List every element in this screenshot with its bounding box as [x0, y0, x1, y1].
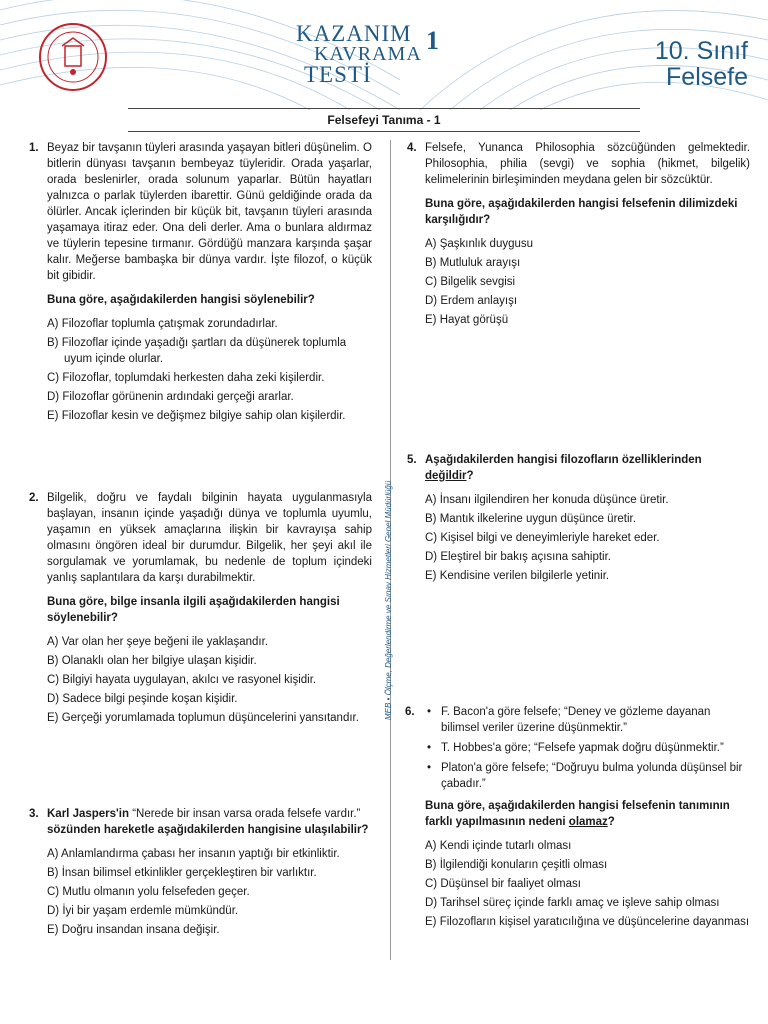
- definition-hobbes: • T. Hobbes'a göre; “Felsefe yapmak doğru düşünmektir.”: [437, 740, 750, 756]
- option-d: D) Tarihsel süreç içinde farklı amaç ve işleve sahip olması: [425, 897, 720, 909]
- option-e: E) Gerçeği yorumlamada toplumun düşüncelerini yansıtandır.: [47, 712, 359, 724]
- question-6: [405, 704, 750, 933]
- stem-text: Aşağıdakilerden hangisi filozofların özelliklerinden: [425, 454, 702, 466]
- option-d: D) İyi bir yaşam erdemle mümkündür.: [47, 905, 239, 917]
- question-stem: Buna göre, aşağıdakilerden hangisi söylenebilir?: [47, 294, 315, 306]
- option-d: D) Erdem anlayışı: [425, 295, 518, 307]
- question-number: 3.: [29, 808, 39, 820]
- section-title: Felsefeyi Tanıma - 1: [327, 113, 441, 127]
- grade-label: 10. Sınıf: [654, 37, 748, 65]
- stem-negation: olamaz: [568, 816, 608, 828]
- test-brand-logo: [296, 22, 422, 87]
- question-2: [29, 490, 372, 729]
- question-number: 4.: [407, 142, 417, 154]
- option-e: E) Doğru insandan insana değişir.: [47, 924, 220, 936]
- stem-end: ?: [466, 470, 474, 482]
- option-c: C) Kişisel bilgi ve deneyimleriyle hareket eder.: [425, 532, 660, 544]
- test-number: 1: [426, 26, 439, 55]
- option-b: B) Mutluluk arayışı: [425, 257, 521, 269]
- option-d: D) Sadece bilgi peşinde koşan kişidir.: [47, 693, 238, 705]
- option-b: B) İnsan bilimsel etkinlikler gerçekleştiren bir varlıktır.: [47, 867, 317, 879]
- question-passage: Bilgelik, doğru ve faydalı bilginin hayata uygulanmasıyla başlayan, insanın içinde yaşadığı dünya ve toplumla uyumlu, yaşamın en yüksek amaçlarına ilişkin bir kavrayışa sahip olmasını öngören ideal bir durumdur. Bilgelik, her şeyi akıl ile sorgulamak ve yorumlamak, bu nedenle de toplum içindeki yanlış saplantılara da karşı durabilmektir.: [47, 492, 372, 584]
- question-3: [29, 806, 372, 941]
- option-b: B) Mantık ilkelerine uygun düşünce üretir.: [425, 513, 636, 525]
- option-c: C) Bilgiyi hayata uygulayan, akılcı ve rasyonel kişidir.: [47, 674, 317, 686]
- option-d: D) Filozoflar görünenin ardındaki gerçeği ararlar.: [47, 391, 294, 403]
- option-e: E) Kendisine verilen bilgilerle yetinir.: [425, 570, 610, 582]
- question-4: [407, 140, 750, 331]
- option-b: B) Filozoflar içinde yaşadığı şartları da düşünerek toplumla uyum içinde olurlar.: [47, 337, 347, 365]
- option-c: C) Filozoflar, toplumdaki herkesten daha zeki kişilerdir.: [47, 372, 325, 384]
- vertical-footnote: MEB • Ölçme, Değerlendirme ve Sınav Hizmetleri Genel Müdürlüğü: [384, 480, 393, 720]
- option-a: A) Var olan her şeye beğeni ile yaklaşandır.: [47, 636, 268, 648]
- grade-subject: [655, 38, 748, 90]
- stem-text: Buna göre, aşağıdakilerden hangisi felsefenin tanımının farklı yapılmasının nedeni: [425, 800, 730, 828]
- definition-platon: • Platon'a göre felsefe; “Doğruyu bulma yolunda düşünsel bir çabadır.”: [437, 760, 750, 792]
- subject-label: Felsefe: [666, 63, 748, 91]
- brand-line-1: KAZANIM: [296, 21, 412, 46]
- option-a: A) Şaşkınlık duygusu: [425, 238, 534, 250]
- quote-author: Karl Jaspers'in: [47, 808, 129, 820]
- option-e: E) Hayat görüşü: [425, 314, 509, 326]
- brand-line-2: KAVRAMA: [314, 43, 422, 65]
- question-number: 1.: [29, 142, 39, 154]
- question-stem: Buna göre, aşağıdakilerden hangisi felsefenin dilimizdeki karşılığıdır?: [425, 198, 738, 226]
- quote-text: “Nerede bir insan varsa orada felsefe vardır.”: [129, 808, 361, 820]
- question-stem: Buna göre, bilge insanla ilgili aşağıdakilerden hangisi söylenebilir?: [47, 596, 340, 624]
- option-d: D) Eleştirel bir bakış açısına sahiptir.: [425, 551, 611, 563]
- option-a: A) Anlamlandırma çabası her insanın yaptığı bir etkinliktir.: [47, 848, 340, 860]
- stem-end: ?: [607, 816, 615, 828]
- stem-rest: sözünden hareketle aşağıdakilerden hangisine ulaşılabilir?: [47, 824, 369, 836]
- option-a: A) İnsanı ilgilendiren her konuda düşünce üretir.: [425, 494, 669, 506]
- brand-line-3: TESTİ: [304, 62, 372, 87]
- option-b: B) Olanaklı olan her bilgiye ulaşan kişidir.: [47, 655, 257, 667]
- option-b: B) İlgilendiği konuların çeşitli olması: [425, 859, 608, 871]
- option-a: A) Kendi içinde tutarlı olması: [425, 840, 572, 852]
- question-stem: [425, 452, 750, 484]
- option-e: E) Filozoflar kesin ve değişmez bilgiye sahip olan kişilerdir.: [47, 410, 346, 422]
- ministry-seal-icon: [38, 22, 108, 92]
- option-a: A) Filozoflar toplumla çatışmak zorundadırlar.: [47, 318, 278, 330]
- option-c: C) Düşünsel bir faaliyet olması: [425, 878, 581, 890]
- option-c: C) Mutlu olmanın yolu felsefeden geçer.: [47, 886, 250, 898]
- question-passage: Felsefe, Yunanca Philosophia sözcüğünden gelmektedir. Philosophia, philia (sevgi) ve sophia (hikmet, bilgelik) kelimelerinin birleşiminden meydana gelen bir sözcüktür.: [425, 142, 750, 186]
- question-number: 5.: [407, 454, 417, 466]
- question-1: [29, 140, 372, 427]
- stem-negation: değildir: [425, 470, 467, 482]
- question-stem: [47, 806, 372, 838]
- section-title-bar: [128, 108, 640, 132]
- question-stem: [425, 798, 750, 830]
- question-5: [407, 452, 750, 587]
- question-number: 2.: [29, 492, 39, 504]
- definition-list: [425, 704, 750, 792]
- question-number: 6.: [405, 706, 415, 718]
- definition-bacon: • F. Bacon'a göre felsefe; “Deney ve gözleme dayanan bilimsel veriler üzerine düşünmektir.”: [437, 704, 750, 736]
- question-passage: Beyaz bir tavşanın tüyleri arasında yaşayan bitleri düşünelim. O bitlerin dünyası tavşanın bembeyaz tüyleridir. Orada yaşarlar, orada beslenirler, orada solunum yaparlar. Bütün hayatları yalnızca o parlak tüylerden ibarettir. Günü geldiğinde orada da ölürler. Ancak içlerinden bir küçük bit, tavşanın tüyleri arasında yaşamaya itiraz eder. Ona deli derler. Ama o bunlara aldırmaz ve tüylerin tepesine tırmanır. Gördüğü manzara karşında şaşar kalır. Meğerse bambaşka bir dünya vardır. İşte filozof, o küçük bit gibidir.: [47, 142, 372, 282]
- option-e: E) Filozofların kişisel yaratıcılığına ve düşüncelerine dayanması: [425, 916, 750, 928]
- option-c: C) Bilgelik sevgisi: [425, 276, 516, 288]
